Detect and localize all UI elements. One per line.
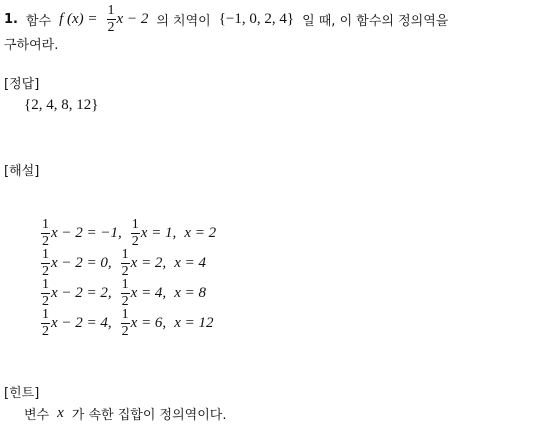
function-notation: f (x) = <box>59 11 98 27</box>
fraction-half: $\frac{1}{2}$ <box>107 3 115 35</box>
hint-variable: x <box>57 405 64 421</box>
range-set: {−1, 0, 2, 4} <box>218 11 295 27</box>
question-text-3: 일 때, 이 함수의 정의역을 <box>302 14 449 29</box>
question-line-2: 구하여라. <box>4 38 59 53</box>
solution-expr: x − 2 = 0, <box>51 254 112 271</box>
answer-label: [정답] <box>4 77 40 92</box>
answer-value: {2, 4, 8, 12} <box>24 97 99 113</box>
hint-text: 변수 x 가 속한 집합이 정의역이다. <box>24 405 227 423</box>
solution-eq: x = 2, <box>130 254 167 271</box>
solution-expr: x − 2 = −1, <box>51 224 122 241</box>
solution-expr: x − 2 = 4, <box>51 314 112 331</box>
solution-rows <box>40 218 216 338</box>
question-line-1 <box>4 4 448 35</box>
solution-result: x = 4 <box>174 254 206 271</box>
solution-result: x = 8 <box>174 284 206 301</box>
solution-row: $\frac{1}{2}$ x − 2 = 0, $\frac{1}{2}$ x = 2, x = 4 <box>42 246 206 279</box>
solution-result: x = 2 <box>184 224 217 241</box>
hint-label: [힌트] <box>4 386 40 401</box>
question-number: 1. <box>4 12 18 27</box>
solution-eq: x = 4, <box>130 284 167 301</box>
expression-tail: x − 2 <box>116 11 149 27</box>
solution-result: x = 12 <box>174 314 214 331</box>
solution-eq: x = 1, <box>140 224 177 241</box>
question-text-2: 의 치역이 <box>156 14 211 29</box>
solution-expr: x − 2 = 2, <box>51 284 112 301</box>
solution-eq: x = 6, <box>130 314 167 331</box>
solution-row: $\frac{1}{2}$ x − 2 = −1, $\frac{1}{2}$ x = 1, x = 2 <box>42 216 217 249</box>
solution-label: [해설] <box>4 164 40 179</box>
solution-row: $\frac{1}{2}$ x − 2 = 2, $\frac{1}{2}$ x = 4, x = 8 <box>42 276 206 309</box>
solution-row: $\frac{1}{2}$ x − 2 = 4, $\frac{1}{2}$ x = 6, x = 12 <box>42 306 214 339</box>
question-text-1: 함수 <box>25 14 52 29</box>
